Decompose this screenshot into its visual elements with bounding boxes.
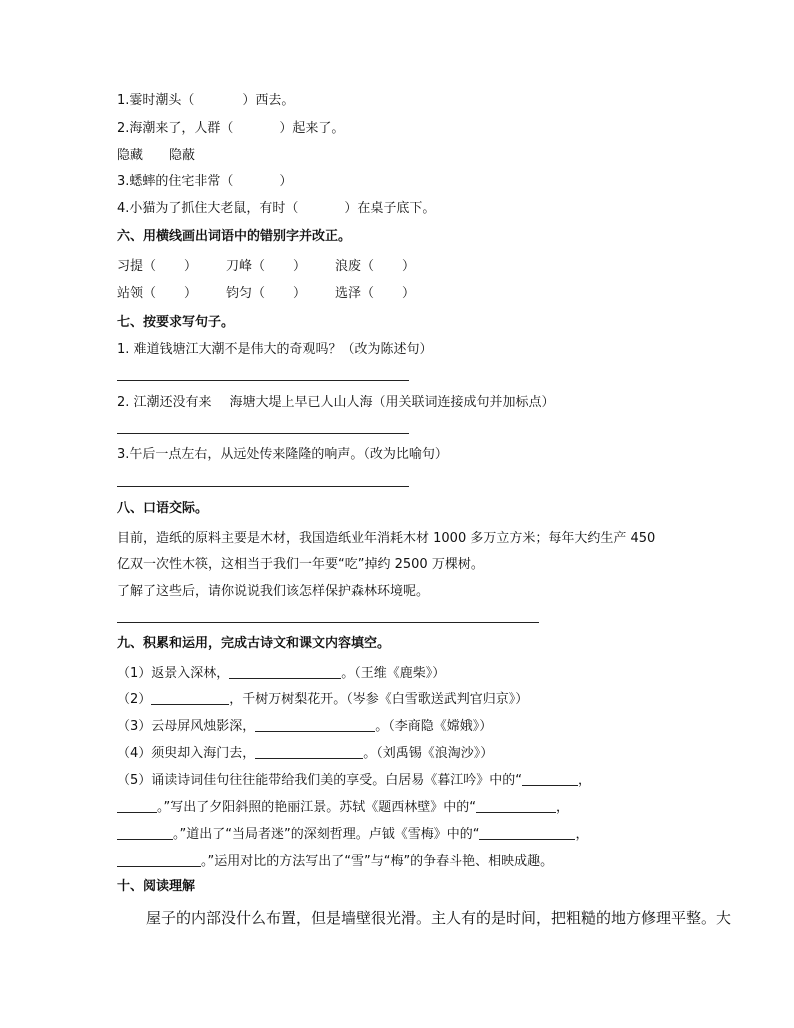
question-1 — [117, 92, 294, 110]
question-4 — [117, 200, 435, 218]
typo-item: 钧匀（ ） — [226, 286, 307, 301]
q4-text: 4.小猫为了抓住大老鼠，有时（ — [117, 201, 299, 216]
poem-item-5-line4: 。”运用对比的方法写出了“雪”与“梅”的争春斗艳、相映成趣。 — [117, 852, 553, 871]
poem-blank[interactable] — [117, 852, 201, 867]
poem-item-1: （1）返景入深林， 。（王维《鹿柴》） — [117, 666, 446, 681]
answer-line[interactable] — [117, 486, 409, 487]
poem-blank[interactable] — [151, 690, 229, 705]
section8-title: 八、口语交际。 — [117, 501, 209, 516]
poem-blank[interactable] — [117, 798, 157, 813]
question-2 — [117, 120, 344, 138]
section6-title: 六、用横线画出词语中的错别字并改正。 — [117, 229, 352, 244]
poem-blank[interactable] — [476, 798, 556, 813]
question-3 — [117, 173, 292, 191]
sentence-3: 3.午后一点左右，从远处传来隆隆的响声。（改为比喻句） — [117, 447, 448, 462]
typo-item: 习提（ ） — [117, 259, 198, 274]
q1-text-end: ）西去。 — [242, 93, 295, 108]
poem-blank[interactable] — [522, 771, 578, 786]
poem-item-4: （4）须臾却入海门去， 。（刘禹锡《浪淘沙》） — [117, 746, 494, 761]
q4-text-end: ）在桌子底下。 — [344, 201, 436, 216]
poem-blank[interactable] — [117, 825, 173, 840]
word-choices — [117, 147, 195, 165]
section10-title: 十、阅读理解 — [117, 879, 196, 894]
poem-item-5-line3: 。”道出了“当局者迷”的深刻哲理。卢钺《雪梅》中的“ ， — [117, 825, 588, 844]
paragraph-line: 目前，造纸的原料主要是木材，我国造纸业年消耗木材 1000 多万立方米；每年大约生产 450 — [117, 531, 656, 546]
choice-word: 隐蔽 — [169, 148, 196, 163]
typo-item: 站领（ ） — [117, 286, 198, 301]
sentence-1: 1. 难道钱塘江大潮不是伟大的奇观吗？（改为陈述句） — [117, 342, 433, 357]
typo-item: 浪废（ ） — [335, 259, 416, 274]
choice-word: 隐藏 — [117, 148, 144, 163]
q3-text-end: ） — [279, 174, 293, 189]
q2-text: 2.海潮来了，人群（ — [117, 121, 234, 136]
q3-text: 3.蟋蟀的住宅非常（ — [117, 174, 234, 189]
typo-item: 选泽（ ） — [335, 286, 416, 301]
q1-text: 1.霎时潮头（ — [117, 93, 195, 108]
poem-blank[interactable] — [255, 717, 375, 732]
answer-line[interactable] — [117, 380, 409, 381]
poem-item-5-line2: 。”写出了夕阳斜照的艳丽江景。苏轼《题西林壁》中的“ ， — [117, 798, 569, 817]
q2-text-end: ）起来了。 — [279, 121, 345, 136]
typo-item: 刀峰（ ） — [226, 259, 307, 274]
sentence-2: 2. 江潮还没有来 海塘大堤上早已人山人海（用关联词连接成句并加标点） — [117, 395, 555, 410]
poem-blank[interactable] — [479, 825, 575, 840]
answer-line[interactable] — [117, 433, 409, 434]
section9-title: 九、积累和运用，完成古诗文和课文内容填空。 — [117, 636, 391, 651]
paragraph-line: 了解了这些后，请你说说我们该怎样保护森林环境呢。 — [117, 584, 430, 599]
reading-paragraph: 屋子的内部没什么布置，但是墙壁很光滑。主人有的是时间，把粗糙的地方修理平整。大 — [146, 909, 732, 927]
poem-blank[interactable] — [255, 744, 363, 759]
section7-title: 七、按要求写句子。 — [117, 315, 235, 330]
poem-item-3: （3）云母屏风烛影深， 。（李商隐《嫦娥》） — [117, 719, 493, 734]
answer-line[interactable] — [117, 622, 539, 623]
paragraph-line: 亿双一次性木筷，这相当于我们一年要“吃”掉约 2500 万棵树。 — [117, 557, 484, 572]
poem-item-5: （5）诵读诗词佳句往往能带给我们美的享受。白居易《暮江吟》中的“ ， — [117, 773, 592, 788]
poem-blank[interactable] — [229, 664, 341, 679]
poem-item-2: （2） ，千树万树梨花开。（岑参《白雪歌送武判官归京》） — [117, 692, 529, 707]
